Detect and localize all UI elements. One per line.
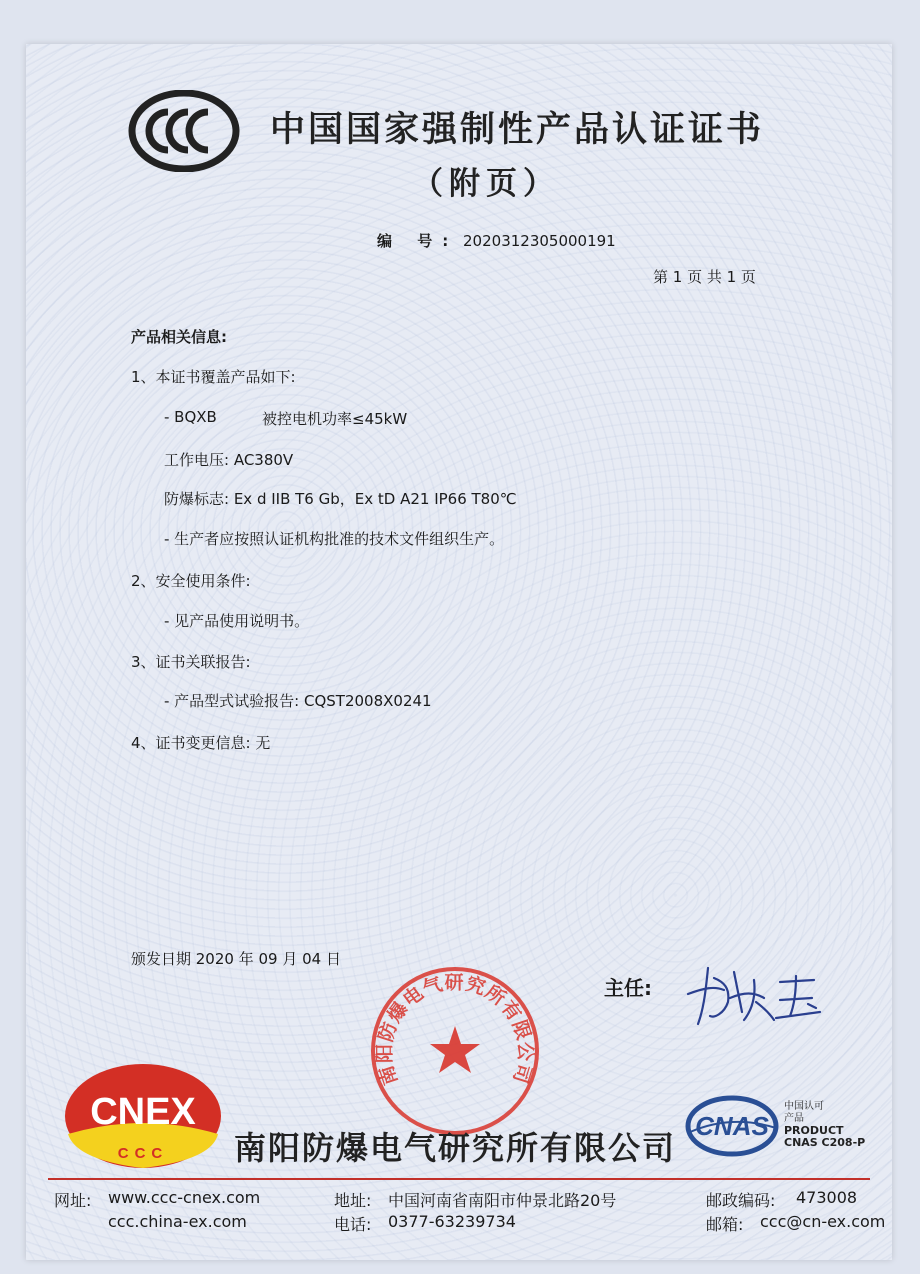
director-signature-text: 穆大玉 [684, 958, 687, 959]
item3-heading: 3、证书关联报告: [131, 653, 251, 671]
cnas-line3: PRODUCT [784, 1124, 844, 1137]
product-description: 被控电机功率≤45kW [262, 410, 408, 428]
company-name: 南阳防爆电气研究所有限公司 [234, 1129, 677, 1167]
footer-tel-label: 电话: [334, 1215, 372, 1234]
footer-zip: 473008 [796, 1188, 858, 1207]
cnas-line1: 中国认可 [784, 1101, 824, 1112]
certificate-number-value: 2020312305000191 [463, 232, 616, 250]
page-subtitle: （附页） [412, 166, 560, 202]
official-seal [368, 964, 542, 1138]
production-note: - 生产者应按照认证机构批准的技术文件组织生产。 [164, 530, 505, 548]
item3-note: - 产品型式试验报告: CQST2008X0241 [164, 692, 432, 710]
cnex-logo [62, 1060, 224, 1172]
director-signature [684, 958, 824, 1028]
cnas-accreditation-text [784, 1101, 865, 1149]
cnas-logo [684, 1092, 780, 1160]
footer-tel: 0377-63239734 [388, 1212, 516, 1231]
certificate-number [377, 230, 616, 251]
footer-web-label: 网址: [54, 1191, 92, 1210]
seal-text: 南阳防爆电气研究所有限公司 [373, 971, 537, 1088]
section-heading: 产品相关信息: [131, 328, 227, 346]
product-model: - BQXB [164, 408, 217, 426]
footer-address: 中国河南省南阳市仲景北路20号 [388, 1191, 617, 1210]
cnex-logo-subtext: CCC [117, 1145, 169, 1162]
issue-date: 颁发日期 2020 年 09 月 04 日 [131, 950, 341, 968]
item2-note: - 见产品使用说明书。 [164, 612, 310, 630]
page-title: 中国国家强制性产品认证证书 [270, 110, 765, 150]
item2-heading: 2、安全使用条件: [131, 572, 251, 590]
footer-address-label: 地址: [334, 1191, 372, 1210]
certificate-number-label: 编 号: [377, 232, 459, 250]
footer-web1: www.ccc-cnex.com [108, 1188, 261, 1207]
footer-zip-label: 邮政编码: [706, 1191, 776, 1210]
cnas-line2: 产品 [784, 1113, 804, 1124]
footer-divider [48, 1178, 870, 1180]
footer-mail: ccc@cn-ex.com [760, 1212, 886, 1231]
page-info: 第 1 页 共 1 页 [653, 268, 756, 286]
director-label: 主任: [604, 976, 652, 1000]
working-voltage: 工作电压: AC380V [164, 451, 294, 469]
cnas-logo-text: CNAS [695, 1111, 769, 1141]
cnex-logo-text: CNEX [90, 1091, 196, 1133]
ccc-logo [128, 90, 240, 172]
footer-web2: ccc.china-ex.com [108, 1212, 247, 1231]
ccc-logo-text: CCC [182, 134, 186, 135]
footer-mail-label: 邮箱: [706, 1215, 744, 1234]
item4-line: 4、证书变更信息: 无 [131, 734, 271, 752]
explosion-proof-marking: 防爆标志: Ex d IIB T6 Gb，Ex tD A21 IP66 T80℃ [164, 490, 517, 508]
item1-heading: 1、本证书覆盖产品如下: [131, 368, 296, 386]
cnas-line4: CNAS C208-P [784, 1136, 866, 1149]
